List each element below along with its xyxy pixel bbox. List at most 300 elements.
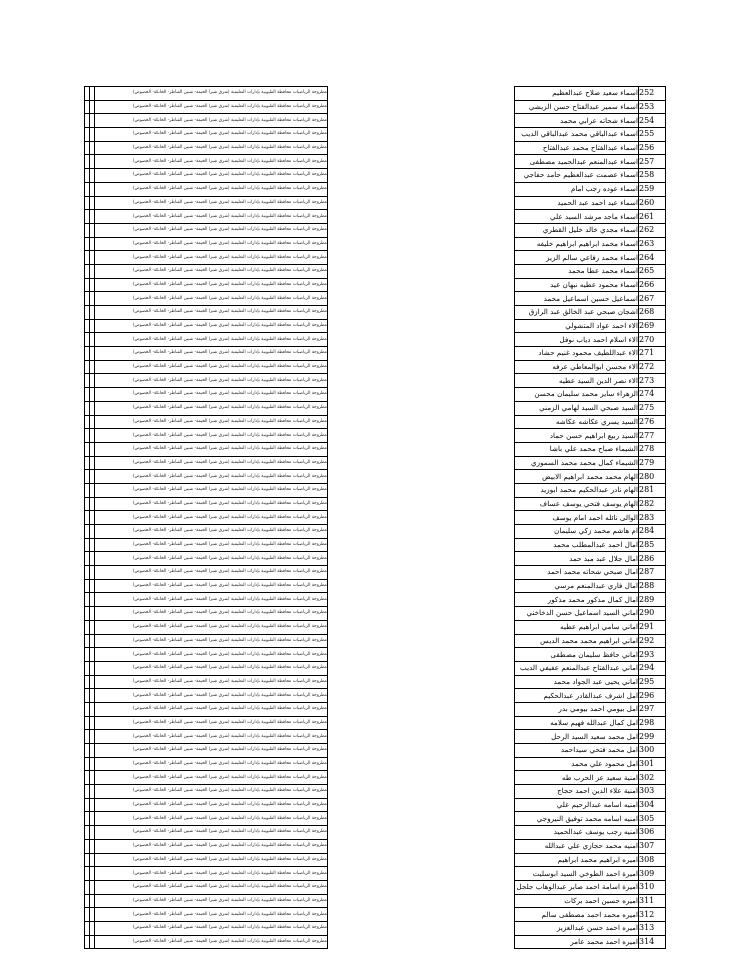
table-row [85, 264, 666, 278]
name-cell: اسماء محمد ابراهيم ابراهيم خليفه [515, 237, 639, 251]
number-cell: 261 [639, 210, 666, 224]
spacer-cell [328, 689, 515, 703]
name-cell: السيد يسري عكاشه عكاشه [515, 415, 639, 429]
spacer-cell [328, 634, 515, 648]
table-row [85, 579, 666, 593]
name-cell: السيد ربيع ابراهيم حسن حماد [515, 429, 639, 443]
table-row [85, 169, 666, 183]
table-row [85, 483, 666, 497]
name-cell: الاء محسن ابوالمعاطي عرفه [515, 360, 639, 374]
number-cell: 279 [639, 456, 666, 470]
name-cell: اسماء مجدي خالد خليل القطري [515, 223, 639, 237]
spacer-cell [328, 744, 515, 758]
name-cell: اسماء عيد احمد عبد الحميد [515, 196, 639, 210]
number-cell: 274 [639, 388, 666, 402]
number-cell: 301 [639, 757, 666, 771]
table-row [85, 442, 666, 456]
number-cell: 290 [639, 607, 666, 621]
address-cell: مطروحة الرياضيات محافظة القليوبية بإدارات التعليمية (شرق شبرا الخيمة- شبين القناطر- الخانكة- الخصوص) [95, 223, 328, 237]
spacer-cell [328, 593, 515, 607]
address-cell: مطروحة الرياضيات محافظة القليوبية بإدارات التعليمية (شرق شبرا الخيمة- شبين القناطر- الخانكة- الخصوص) [95, 552, 328, 566]
address-cell: مطروحة الرياضيات محافظة القليوبية بإدارات التعليمية (شرق شبرا الخيمة- شبين القناطر- الخانكة- الخصوص) [95, 497, 328, 511]
name-cell: اماني ابراهيم محمد محمد الديس [515, 634, 639, 648]
number-cell: 314 [639, 935, 666, 949]
number-cell: 309 [639, 867, 666, 881]
number-cell: 280 [639, 470, 666, 484]
number-cell: 305 [639, 812, 666, 826]
table-row [85, 128, 666, 142]
table-row [85, 908, 666, 922]
table-row [85, 935, 666, 949]
spacer-cell [328, 702, 515, 716]
table-row [85, 319, 666, 333]
address-cell: مطروحة الرياضيات محافظة القليوبية بإدارات التعليمية (شرق شبرا الخيمة- شبين القناطر- الخانكة- الخصوص) [95, 566, 328, 580]
spacer-cell [328, 757, 515, 771]
table-row [85, 429, 666, 443]
number-cell: 289 [639, 593, 666, 607]
address-cell: مطروحة الرياضيات محافظة القليوبية بإدارات التعليمية (شرق شبرا الخيمة- شبين القناطر- الخانكة- الخصوص) [95, 456, 328, 470]
number-cell: 295 [639, 675, 666, 689]
table-row [85, 306, 666, 320]
spacer-cell [328, 415, 515, 429]
address-cell: مطروحة الرياضيات محافظة القليوبية بإدارات التعليمية (شرق شبرا الخيمة- شبين القناطر- الخانكة- الخصوص) [95, 278, 328, 292]
spacer-cell [328, 908, 515, 922]
table-row [85, 921, 666, 935]
table-row [85, 497, 666, 511]
name-cell: امال فاري عبدالمنعم مرسي [515, 579, 639, 593]
table-row [85, 880, 666, 894]
number-cell: 310 [639, 880, 666, 894]
address-cell: مطروحة الرياضيات محافظة القليوبية بإدارات التعليمية (شرق شبرا الخيمة- شبين القناطر- الخانكة- الخصوص) [95, 237, 328, 251]
name-cell: اسماء عوده رجب امام [515, 182, 639, 196]
table-row [85, 196, 666, 210]
name-cell: اماني السيد اسماعيل حسن الدخاخني [515, 607, 639, 621]
address-cell: مطروحة الرياضيات محافظة القليوبية بإدارات التعليمية (شرق شبرا الخيمة- شبين القناطر- الخانكة- الخصوص) [95, 935, 328, 949]
spacer-cell [328, 579, 515, 593]
name-cell: اسماء عبدالباقي محمد عبدالباقي الديب [515, 128, 639, 142]
address-cell: مطروحة الرياضيات محافظة القليوبية بإدارات التعليمية (شرق شبرا الخيمة- شبين القناطر- الخانكة- الخصوص) [95, 607, 328, 621]
spacer-cell [328, 730, 515, 744]
spacer-cell [328, 921, 515, 935]
spacer-cell [328, 374, 515, 388]
number-cell: 286 [639, 552, 666, 566]
table-row [85, 771, 666, 785]
name-cell: امل كمال عبدالله فهيم سلامه [515, 716, 639, 730]
table-row [85, 114, 666, 128]
address-cell: مطروحة الرياضيات محافظة القليوبية بإدارات التعليمية (شرق شبرا الخيمة- شبين القناطر- الخانكة- الخصوص) [95, 511, 328, 525]
spacer-cell [328, 141, 515, 155]
address-cell: مطروحة الرياضيات محافظة القليوبية بإدارات التعليمية (شرق شبرا الخيمة- شبين القناطر- الخانكة- الخصوص) [95, 908, 328, 922]
address-cell: مطروحة الرياضيات محافظة القليوبية بإدارات التعليمية (شرق شبرا الخيمة- شبين القناطر- الخانكة- الخصوص) [95, 757, 328, 771]
spacer-cell [328, 128, 515, 142]
number-cell: 262 [639, 223, 666, 237]
spacer-cell [328, 648, 515, 662]
name-cell: الاء اسلام احمد دياب نوفل [515, 333, 639, 347]
address-cell: مطروحة الرياضيات محافظة القليوبية بإدارات التعليمية (شرق شبرا الخيمة- شبين القناطر- الخانكة- الخصوص) [95, 716, 328, 730]
table-row [85, 839, 666, 853]
number-cell: 268 [639, 306, 666, 320]
number-cell: 258 [639, 169, 666, 183]
name-cell: الهام محمد محمد ابراهيم الابيض [515, 470, 639, 484]
spacer-cell [328, 470, 515, 484]
address-cell: مطروحة الرياضيات محافظة القليوبية بإدارات التعليمية (شرق شبرا الخيمة- شبين القناطر- الخانكة- الخصوص) [95, 401, 328, 415]
table-row [85, 894, 666, 908]
number-cell: 252 [639, 87, 666, 101]
number-cell: 293 [639, 648, 666, 662]
spacer-cell [328, 661, 515, 675]
address-cell: مطروحة الرياضيات محافظة القليوبية بإدارات التعليمية (شرق شبرا الخيمة- شبين القناطر- الخانكة- الخصوص) [95, 661, 328, 675]
table-row [85, 552, 666, 566]
table-row [85, 730, 666, 744]
number-cell: 259 [639, 182, 666, 196]
number-cell: 263 [639, 237, 666, 251]
name-cell: الزهراء ساير محمد سليمان محسن [515, 388, 639, 402]
table-row [85, 689, 666, 703]
table-row [85, 87, 666, 101]
name-cell: اسماء محمد رفاعي سالم الزيز [515, 251, 639, 265]
spacer-cell [328, 388, 515, 402]
spacer-cell [328, 306, 515, 320]
spacer-cell [328, 894, 515, 908]
spacer-cell [328, 223, 515, 237]
address-cell: مطروحة الرياضيات محافظة القليوبية بإدارات التعليمية (شرق شبرا الخيمة- شبين القناطر- الخانكة- الخصوص) [95, 374, 328, 388]
name-cell: اميره حسين احمد بركات [515, 894, 639, 908]
table-row [85, 401, 666, 415]
table-row [85, 593, 666, 607]
spacer-cell [328, 497, 515, 511]
address-cell: مطروحة الرياضيات محافظة القليوبية بإدارات التعليمية (شرق شبرا الخيمة- شبين القناطر- الخانكة- الخصوص) [95, 169, 328, 183]
name-cell: اميرة اسامة احمد صابر عبدالوهاب جلجل [515, 880, 639, 894]
table-row [85, 415, 666, 429]
address-cell: مطروحة الرياضيات محافظة القليوبية بإدارات التعليمية (شرق شبرا الخيمة- شبين القناطر- الخانكة- الخصوص) [95, 100, 328, 114]
address-cell: مطروحة الرياضيات محافظة القليوبية بإدارات التعليمية (شرق شبرا الخيمة- شبين القناطر- الخانكة- الخصوص) [95, 921, 328, 935]
table-row [85, 744, 666, 758]
address-cell: مطروحة الرياضيات محافظة القليوبية بإدارات التعليمية (شرق شبرا الخيمة- شبين القناطر- الخانكة- الخصوص) [95, 319, 328, 333]
table-row [85, 648, 666, 662]
name-cell: السيد صبحي السيد لهامي الزمني [515, 401, 639, 415]
table-row [85, 812, 666, 826]
number-cell: 260 [639, 196, 666, 210]
number-cell: 275 [639, 401, 666, 415]
table-row [85, 826, 666, 840]
address-cell: مطروحة الرياضيات محافظة القليوبية بإدارات التعليمية (شرق شبرا الخيمة- شبين القناطر- الخانكة- الخصوص) [95, 771, 328, 785]
name-cell: امال صبحي شحاته محمد احمد [515, 566, 639, 580]
table-row [85, 223, 666, 237]
address-cell: مطروحة الرياضيات محافظة القليوبية بإدارات التعليمية (شرق شبرا الخيمة- شبين القناطر- الخانكة- الخصوص) [95, 470, 328, 484]
number-cell: 303 [639, 785, 666, 799]
table-row [85, 100, 666, 114]
number-cell: 267 [639, 292, 666, 306]
name-cell: اسماء سمير عبدالفتاح حسن الزيشي [515, 100, 639, 114]
number-cell: 285 [639, 538, 666, 552]
number-cell: 277 [639, 429, 666, 443]
number-cell: 307 [639, 839, 666, 853]
table-row [85, 182, 666, 196]
spacer-cell [328, 292, 515, 306]
table-row [85, 333, 666, 347]
number-cell: 298 [639, 716, 666, 730]
number-cell: 256 [639, 141, 666, 155]
spacer-cell [328, 839, 515, 853]
address-cell: مطروحة الرياضيات محافظة القليوبية بإدارات التعليمية (شرق شبرا الخيمة- شبين القناطر- الخانكة- الخصوص) [95, 182, 328, 196]
name-cell: اسماء محمد عطا محمد [515, 264, 639, 278]
spacer-cell [328, 607, 515, 621]
table-row [85, 702, 666, 716]
spacer-cell [328, 196, 515, 210]
number-cell: 276 [639, 415, 666, 429]
number-cell: 281 [639, 483, 666, 497]
address-cell: مطروحة الرياضيات محافظة القليوبية بإدارات التعليمية (شرق شبرا الخيمة- شبين القناطر- الخانكة- الخصوص) [95, 785, 328, 799]
name-cell: الاء عبداللطيف محمود غنيم حشاد [515, 347, 639, 361]
address-cell: مطروحة الرياضيات محافظة القليوبية بإدارات التعليمية (شرق شبرا الخيمة- شبين القناطر- الخانكة- الخصوص) [95, 415, 328, 429]
address-cell: مطروحة الرياضيات محافظة القليوبية بإدارات التعليمية (شرق شبرا الخيمة- شبين القناطر- الخانكة- الخصوص) [95, 442, 328, 456]
name-cell: اسماعيل حسين اسماعيل محمد [515, 292, 639, 306]
address-cell: مطروحة الرياضيات محافظة القليوبية بإدارات التعليمية (شرق شبرا الخيمة- شبين القناطر- الخانكة- الخصوص) [95, 360, 328, 374]
number-cell: 253 [639, 100, 666, 114]
name-cell: اسماء شحاته عرابي محمد [515, 114, 639, 128]
number-cell: 300 [639, 744, 666, 758]
number-cell: 254 [639, 114, 666, 128]
spacer-cell [328, 511, 515, 525]
address-cell: مطروحة الرياضيات محافظة القليوبية بإدارات التعليمية (شرق شبرا الخيمة- شبين القناطر- الخانكة- الخصوص) [95, 196, 328, 210]
address-cell: مطروحة الرياضيات محافظة القليوبية بإدارات التعليمية (شرق شبرا الخيمة- شبين القناطر- الخانكة- الخصوص) [95, 155, 328, 169]
table-row [85, 237, 666, 251]
table-row [85, 141, 666, 155]
number-cell: 287 [639, 566, 666, 580]
name-cell: اميره احمد محمد عامر [515, 935, 639, 949]
name-cell: الوالى نائله احمد امام يوسف [515, 511, 639, 525]
address-cell: مطروحة الرياضيات محافظة القليوبية بإدارات التعليمية (شرق شبرا الخيمة- شبين القناطر- الخانكة- الخصوص) [95, 689, 328, 703]
address-cell: مطروحة الرياضيات محافظة القليوبية بإدارات التعليمية (شرق شبرا الخيمة- شبين القناطر- الخانكة- الخصوص) [95, 853, 328, 867]
spacer-cell [328, 278, 515, 292]
spacer-cell [328, 716, 515, 730]
address-cell: مطروحة الرياضيات محافظة القليوبية بإدارات التعليمية (شرق شبرا الخيمة- شبين القناطر- الخانكة- الخصوص) [95, 264, 328, 278]
number-cell: 304 [639, 798, 666, 812]
address-cell: مطروحة الرياضيات محافظة القليوبية بإدارات التعليمية (شرق شبرا الخيمة- شبين القناطر- الخانكة- الخصوص) [95, 675, 328, 689]
address-cell: مطروحة الرياضيات محافظة القليوبية بإدارات التعليمية (شرق شبرا الخيمة- شبين القناطر- الخانكة- الخصوص) [95, 634, 328, 648]
address-cell: مطروحة الرياضيات محافظة القليوبية بإدارات التعليمية (شرق شبرا الخيمة- شبين القناطر- الخانكة- الخصوص) [95, 867, 328, 881]
spacer-cell [328, 237, 515, 251]
name-cell: امل محمد سعيد السيد الرحل [515, 730, 639, 744]
spacer-cell [328, 264, 515, 278]
number-cell: 264 [639, 251, 666, 265]
number-cell: 308 [639, 853, 666, 867]
address-cell: مطروحة الرياضيات محافظة القليوبية بإدارات التعليمية (شرق شبرا الخيمة- شبين القناطر- الخانكة- الخصوص) [95, 620, 328, 634]
number-cell: 294 [639, 661, 666, 675]
spacer-cell [328, 826, 515, 840]
name-cell: اسماء عصمت عبدالعظيم حامد حفاجي [515, 169, 639, 183]
table-row [85, 607, 666, 621]
name-cell: الشيماء كمال محمد محمد السموزي [515, 456, 639, 470]
address-cell: مطروحة الرياضيات محافظة القليوبية بإدارات التعليمية (شرق شبرا الخيمة- شبين القناطر- الخانكة- الخصوص) [95, 702, 328, 716]
table-row [85, 251, 666, 265]
spacer-cell [328, 483, 515, 497]
spacer-cell [328, 210, 515, 224]
name-cell: الهام يوسف فتحي يوسف عساف [515, 497, 639, 511]
name-cell: امال كمال مذكور محمد مذكور [515, 593, 639, 607]
number-cell: 283 [639, 511, 666, 525]
name-cell: امنيه محمد حجازي علي عبدالله [515, 839, 639, 853]
number-cell: 299 [639, 730, 666, 744]
number-cell: 311 [639, 894, 666, 908]
address-cell: مطروحة الرياضيات محافظة القليوبية بإدارات التعليمية (شرق شبرا الخيمة- شبين القناطر- الخانكة- الخصوص) [95, 894, 328, 908]
number-cell: 273 [639, 374, 666, 388]
number-cell: 296 [639, 689, 666, 703]
spacer-cell [328, 169, 515, 183]
address-cell: مطروحة الرياضيات محافظة القليوبية بإدارات التعليمية (شرق شبرا الخيمة- شبين القناطر- الخانكة- الخصوص) [95, 429, 328, 443]
address-cell: مطروحة الرياضيات محافظة القليوبية بإدارات التعليمية (شرق شبرا الخيمة- شبين القناطر- الخانكة- الخصوص) [95, 839, 328, 853]
spacer-cell [328, 785, 515, 799]
table-row [85, 785, 666, 799]
spacer-cell [328, 442, 515, 456]
spacer-cell [328, 552, 515, 566]
table-row [85, 525, 666, 539]
number-cell: 269 [639, 319, 666, 333]
number-cell: 312 [639, 908, 666, 922]
number-cell: 265 [639, 264, 666, 278]
spacer-cell [328, 401, 515, 415]
table-row [85, 210, 666, 224]
address-cell: مطروحة الرياضيات محافظة القليوبية بإدارات التعليمية (شرق شبرا الخيمة- شبين القناطر- الخانكة- الخصوص) [95, 579, 328, 593]
name-cell: امال احمد عبدالمطلب محمد [515, 538, 639, 552]
address-cell: مطروحة الرياضيات محافظة القليوبية بإدارات التعليمية (شرق شبرا الخيمة- شبين القناطر- الخانكة- الخصوص) [95, 388, 328, 402]
name-cell: امنية علاء الدين احمد حجاج [515, 785, 639, 799]
number-cell: 257 [639, 155, 666, 169]
table-row [85, 388, 666, 402]
address-cell: مطروحة الرياضيات محافظة القليوبية بإدارات التعليمية (شرق شبرا الخيمة- شبين القناطر- الخانكة- الخصوص) [95, 744, 328, 758]
name-cell: اشجان صبحي عبد الخالق عبد الرازق [515, 306, 639, 320]
name-cell: اماني يحيى عبد الجواد محمد [515, 675, 639, 689]
address-cell: مطروحة الرياضيات محافظة القليوبية بإدارات التعليمية (شرق شبرا الخيمة- شبين القناطر- الخانكة- الخصوص) [95, 880, 328, 894]
table-row [85, 538, 666, 552]
address-cell: مطروحة الرياضيات محافظة القليوبية بإدارات التعليمية (شرق شبرا الخيمة- شبين القناطر- الخانكة- الخصوص) [95, 114, 328, 128]
table-row [85, 867, 666, 881]
address-cell: مطروحة الرياضيات محافظة القليوبية بإدارات التعليمية (شرق شبرا الخيمة- شبين القناطر- الخانكة- الخصوص) [95, 292, 328, 306]
number-cell: 272 [639, 360, 666, 374]
number-cell: 292 [639, 634, 666, 648]
spacer-cell [328, 182, 515, 196]
number-cell: 271 [639, 347, 666, 361]
spacer-cell [328, 114, 515, 128]
number-cell: 288 [639, 579, 666, 593]
spacer-cell [328, 319, 515, 333]
number-cell: 278 [639, 442, 666, 456]
address-cell: مطروحة الرياضيات محافظة القليوبية بإدارات التعليمية (شرق شبرا الخيمة- شبين القناطر- الخانكة- الخصوص) [95, 648, 328, 662]
number-cell: 255 [639, 128, 666, 142]
spacer-cell [328, 935, 515, 949]
name-cell: اسماء عبدالفتاح محمد عبدالفتاح [515, 141, 639, 155]
name-cell: امال جلال عبد مبد حمد [515, 552, 639, 566]
table-row [85, 511, 666, 525]
address-cell: مطروحة الرياضيات محافظة القليوبية بإدارات التعليمية (شرق شبرا الخيمة- شبين القناطر- الخانكة- الخصوص) [95, 210, 328, 224]
spacer-cell [328, 155, 515, 169]
name-cell: امنيه اسامه عبدالرحيم علي [515, 798, 639, 812]
table-row [85, 347, 666, 361]
name-cell: اسماء عبدالمنعم عبدالحميد مصطفى [515, 155, 639, 169]
name-cell: اسماء ماجد مرشد السيد علي [515, 210, 639, 224]
name-cell: الشيماء صباح محمد علي باشا [515, 442, 639, 456]
table-row [85, 798, 666, 812]
spacer-cell [328, 675, 515, 689]
address-cell: مطروحة الرياضيات محافظة القليوبية بإدارات التعليمية (شرق شبرا الخيمة- شبين القناطر- الخانكة- الخصوص) [95, 306, 328, 320]
address-cell: مطروحة الرياضيات محافظة القليوبية بإدارات التعليمية (شرق شبرا الخيمة- شبين القناطر- الخانكة- الخصوص) [95, 483, 328, 497]
spacer-cell [328, 456, 515, 470]
spacer-cell [328, 566, 515, 580]
address-cell: مطروحة الرياضيات محافظة القليوبية بإدارات التعليمية (شرق شبرا الخيمة- شبين القناطر- الخانكة- الخصوص) [95, 798, 328, 812]
spacer-cell [328, 333, 515, 347]
name-cell: الاء احمد عواد المتشولي [515, 319, 639, 333]
roster-table [84, 86, 666, 949]
address-cell: مطروحة الرياضيات محافظة القليوبية بإدارات التعليمية (شرق شبرا الخيمة- شبين القناطر- الخانكة- الخصوص) [95, 87, 328, 101]
address-cell: مطروحة الرياضيات محافظة القليوبية بإدارات التعليمية (شرق شبرا الخيمة- شبين القناطر- الخانكة- الخصوص) [95, 826, 328, 840]
number-cell: 291 [639, 620, 666, 634]
spacer-cell [328, 620, 515, 634]
number-cell: 313 [639, 921, 666, 935]
address-cell: مطروحة الرياضيات محافظة القليوبية بإدارات التعليمية (شرق شبرا الخيمة- شبين القناطر- الخانكة- الخصوص) [95, 525, 328, 539]
table-row [85, 360, 666, 374]
spacer-cell [328, 251, 515, 265]
table-row [85, 661, 666, 675]
table-row [85, 757, 666, 771]
spacer-cell [328, 347, 515, 361]
table-row [85, 278, 666, 292]
table-row [85, 374, 666, 388]
name-cell: امنيه رجب يوسف عبدالحميد [515, 826, 639, 840]
spacer-cell [328, 429, 515, 443]
name-cell: اسماء سعيد صلاح عبدالعظيم [515, 87, 639, 101]
name-cell: اماني سامي ابراهيم عطيه [515, 620, 639, 634]
spacer-cell [328, 867, 515, 881]
spacer-cell [328, 100, 515, 114]
spacer-cell [328, 525, 515, 539]
name-cell: امل محمود علي محمد [515, 757, 639, 771]
spacer-cell [328, 87, 515, 101]
name-cell: امل محمد فتحي سيداحمد [515, 744, 639, 758]
number-cell: 302 [639, 771, 666, 785]
table-row [85, 470, 666, 484]
name-cell: امل اشرف عبدالقادر عبدالحكيم [515, 689, 639, 703]
name-cell: الاء نصر الدين السيد عطيه [515, 374, 639, 388]
address-cell: مطروحة الرياضيات محافظة القليوبية بإدارات التعليمية (شرق شبرا الخيمة- شبين القناطر- الخانكة- الخصوص) [95, 333, 328, 347]
table-row [85, 456, 666, 470]
address-cell: مطروحة الرياضيات محافظة القليوبية بإدارات التعليمية (شرق شبرا الخيمة- شبين القناطر- الخانكة- الخصوص) [95, 128, 328, 142]
table-row [85, 292, 666, 306]
number-cell: 266 [639, 278, 666, 292]
address-cell: مطروحة الرياضيات محافظة القليوبية بإدارات التعليمية (شرق شبرا الخيمة- شبين القناطر- الخانكة- الخصوص) [95, 593, 328, 607]
name-cell: الهام نادر عبدالحكيم محمد ابوزيد [515, 483, 639, 497]
spacer-cell [328, 880, 515, 894]
table-row [85, 675, 666, 689]
spacer-cell [328, 812, 515, 826]
spacer-cell [328, 853, 515, 867]
table-row [85, 620, 666, 634]
number-cell: 270 [639, 333, 666, 347]
table-row [85, 853, 666, 867]
address-cell: مطروحة الرياضيات محافظة القليوبية بإدارات التعليمية (شرق شبرا الخيمة- شبين القناطر- الخانكة- الخصوص) [95, 730, 328, 744]
number-cell: 306 [639, 826, 666, 840]
name-cell: اميره احمد حسن عبدالعزيز [515, 921, 639, 935]
name-cell: اميره ابراهيم محمد ابراهيم [515, 853, 639, 867]
table-row [85, 566, 666, 580]
name-cell: امل بيومي احمد بيومي بدر [515, 702, 639, 716]
name-cell: ام هاشم محمد زكي سليمان [515, 525, 639, 539]
name-cell: اسماء محمود عطيه نبهان عيد [515, 278, 639, 292]
table-row [85, 716, 666, 730]
name-cell: اماني عبدالفتاح عبدالمنعم عفيفي الديب [515, 661, 639, 675]
address-cell: مطروحة الرياضيات محافظة القليوبية بإدارات التعليمية (شرق شبرا الخيمة- شبين القناطر- الخانكة- الخصوص) [95, 141, 328, 155]
number-cell: 282 [639, 497, 666, 511]
name-cell: امنية سعيد عز الحرب طه [515, 771, 639, 785]
